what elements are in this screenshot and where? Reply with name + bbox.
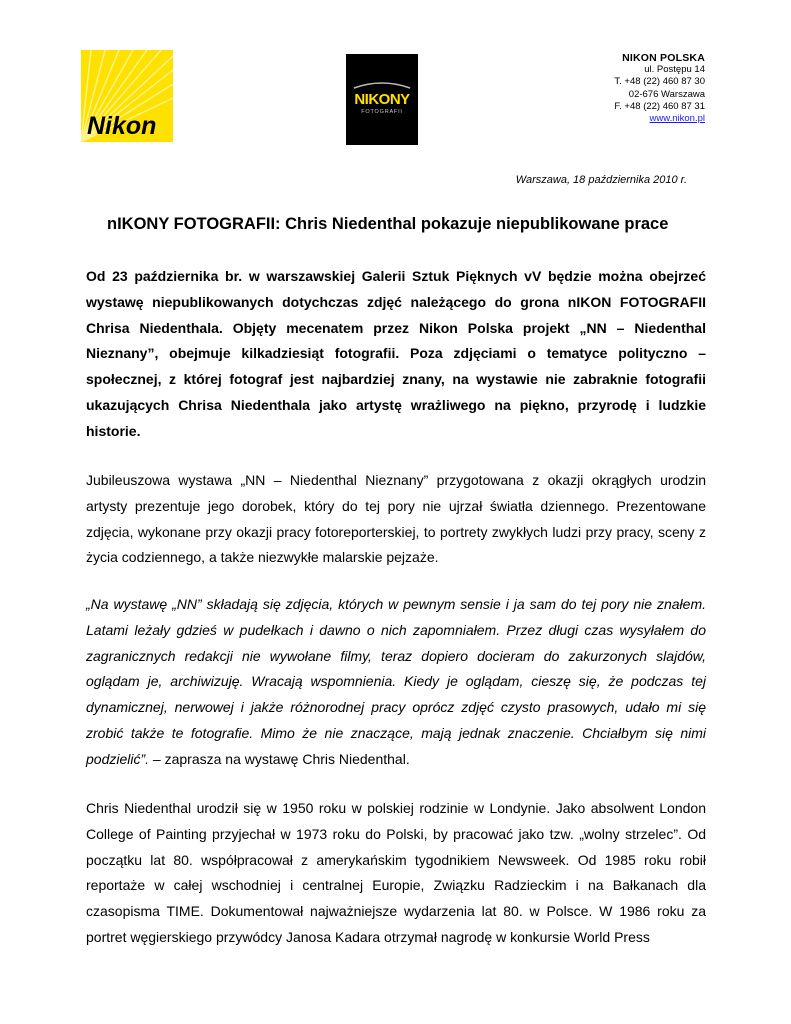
nikony-fotografii-logo: [346, 54, 418, 145]
body-paragraph-1: Jubileuszowa wystawa „NN – Niedenthal Nieznany” przygotowana z okazji okrągłych urodzin artysty prezentuje jego dorobek, który do tej pory nie ujrzał światła dziennego. Prezentowane zdjęcia, wykonane przy okazji pracy fotoreporterskiej, to portrety zwykłych ludzi przy pracy, sceny z życia codziennego, a także niezwykłe malarskie pejzaże.: [86, 472, 706, 566]
nikony-logo-sub: FOTOGRAFII: [361, 109, 403, 115]
quote-text: „Na wystawę „NN” składają się zdjęcia, których w pewnym sensie i ja sam do tej pory nie znałem. Latami leżały gdzieś w pudełkach i dawno o nich zapomniałem. Przez długi czas wysyłałem do zagranicznych redakcji nie wywołane filmy, teraz dopiero docieram do zakurzonych slajdów, oglądam je, archiwizuję. Wracają wspomnienia. Kiedy je oglądam, cieszę się, że podczas tej dynamicznej, nerwowej i jakże różnorodnej pracy oprócz zdjęć czysto prasowych, udało mi się zrobić także te fotografie. Mimo że nie znaczące, mają jednak znaczenie. Chciałbym się nimi podzielić”.: [86, 596, 706, 767]
quote-attribution: – zaprasza na wystawę Chris Niedenthal.: [149, 750, 410, 767]
website-link[interactable]: www.nikon.pl: [649, 113, 705, 125]
nikon-logo: [81, 50, 173, 142]
body-paragraph-3: Chris Niedenthal urodził się w 1950 roku w polskiej rodzinie w Londynie. Jako absolwent London College of Painting przyjechał w 1973 roku do Polski, by pracować jako tzw. „wolny strzelec”. Od początku lat 80. współpracował z amerykańskim tygodnikiem Newsweek. Od 1985 roku robił reportaże w całej wschodniej i centralnej Europie, Związku Radzieckim i na Bałkanach dla czasopisma TIME. Dokumentował najważniejsze wydarzenia lat 80. w Polsce. W 1986 roku za portret węgierskiego przywódcy Janosa Kadara otrzymał nagrodę w konkursie World Press: [86, 800, 706, 945]
document-title: nIKONY FOTOGRAFII: Chris Niedenthal pokazuje niepublikowane prace: [107, 215, 669, 233]
contact-block: [614, 52, 705, 125]
quote-paragraph: [86, 592, 706, 773]
lead-paragraph: Od 23 października br. w warszawskiej Galerii Sztuk Pięknych vV będzie można obejrzeć wystawę niepublikowanych dotychczas zdjęć należącego do grona nIKON FOTOGRAFII Chrisa Niedenthala. Objęty mecenatem przez Nikon Polska projekt „NN – Niedenthal Nieznany”, obejmuje kilkadziesiąt fotografii. Poza zdjęciami o tematyce polityczno – społecznej, z której fotograf jest najbardziej znany, na wystawie nie zabraknie fotografii ukazujących Chrisa Niedenthala jako artystę wrażliwego na piękno, przyrodę i ludzkie historie.: [86, 268, 706, 439]
phone-number: T. +48 (22) 460 87 30: [614, 76, 705, 88]
fax-number: F. +48 (22) 460 87 31: [614, 100, 705, 112]
company-name: NIKON POLSKA: [622, 52, 705, 64]
nikony-logo-main: NIKONY: [354, 91, 410, 108]
city-postcode: 02-676 Warszawa: [628, 88, 705, 100]
nikon-logo-text: Nikon: [87, 112, 157, 140]
street-address: ul. Postępu 14: [644, 64, 705, 76]
document-date: Warszawa, 18 października 2010 r.: [515, 174, 687, 186]
